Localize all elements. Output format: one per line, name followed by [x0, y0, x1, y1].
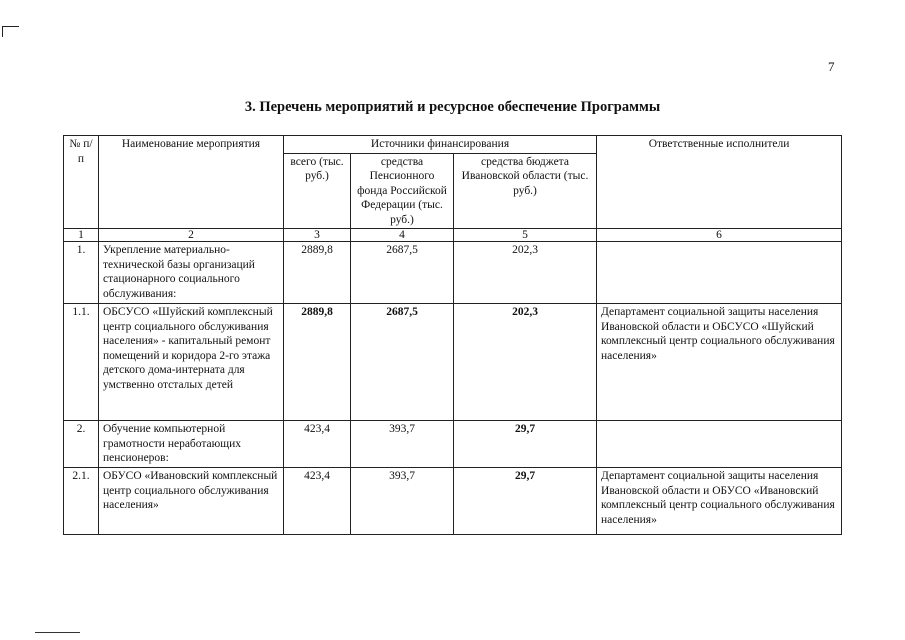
row-total: 2889,8 [284, 242, 351, 304]
row-regional-budget: 202,3 [454, 304, 597, 421]
row-pension-fund: 393,7 [351, 421, 454, 468]
page-number: 7 [828, 59, 835, 74]
header-sources: Источники финансирования [284, 136, 597, 154]
column-number: 5 [454, 229, 597, 242]
header-total: всего (тыс. руб.) [284, 153, 351, 229]
footnote-rule [35, 632, 80, 633]
row-executors [597, 421, 842, 468]
row-pension-fund: 2687,5 [351, 304, 454, 421]
row-name: Укрепление материально-технической базы организаций стационарного социального обслуживания: [99, 242, 284, 304]
row-total: 423,4 [284, 421, 351, 468]
table-row [64, 421, 842, 468]
header-num: № п/п [64, 136, 99, 229]
table-row [64, 242, 842, 304]
table-row [64, 304, 842, 421]
row-num: 2. [64, 421, 99, 468]
programme-table [63, 135, 842, 535]
row-total: 423,4 [284, 468, 351, 535]
row-executors: Департамент социальной защиты населения Ивановской области и ОБСУСО «Шуйский комплексный центр социального обслуживания населения» [597, 304, 842, 421]
column-number: 3 [284, 229, 351, 242]
row-executors [597, 242, 842, 304]
row-regional-budget: 202,3 [454, 242, 597, 304]
row-num: 1.1. [64, 304, 99, 421]
row-executors: Департамент социальной защиты населения Ивановской области и ОБУСО «Ивановский комплексный центр социального обслуживания населения» [597, 468, 842, 535]
row-name: Обучение компьютерной грамотности неработающих пенсионеров: [99, 421, 284, 468]
row-name: ОБУСО «Ивановский комплексный центр социального обслуживания населения» [99, 468, 284, 535]
row-num: 1. [64, 242, 99, 304]
row-name: ОБСУСО «Шуйский комплексный центр социального обслуживания населения» - капитальный ремонт помещений и коридора 2-го этажа детского дома-интерната для умственно отсталых детей [99, 304, 284, 421]
row-regional-budget: 29,7 [454, 421, 597, 468]
header-row [64, 136, 842, 154]
row-num: 2.1. [64, 468, 99, 535]
page-title: 3. Перечень мероприятий и ресурсное обеспечение Программы [244, 99, 661, 115]
column-number: 2 [99, 229, 284, 242]
column-number-row [64, 229, 842, 242]
column-number: 1 [64, 229, 99, 242]
row-total: 2889,8 [284, 304, 351, 421]
header-regional-budget: средства бюджета Ивановской области (тыс. руб.) [454, 153, 597, 229]
header-pension-fund: средства Пенсионного фонда Российской Федерации (тыс. руб.) [351, 153, 454, 229]
row-regional-budget: 29,7 [454, 468, 597, 535]
header-executors: Ответственные исполнители [597, 136, 842, 229]
row-pension-fund: 2687,5 [351, 242, 454, 304]
column-number: 4 [351, 229, 454, 242]
header-name: Наименование мероприятия [99, 136, 284, 229]
column-number: 6 [597, 229, 842, 242]
row-pension-fund: 393,7 [351, 468, 454, 535]
table-row [64, 468, 842, 535]
corner-scan-mark [2, 26, 19, 37]
